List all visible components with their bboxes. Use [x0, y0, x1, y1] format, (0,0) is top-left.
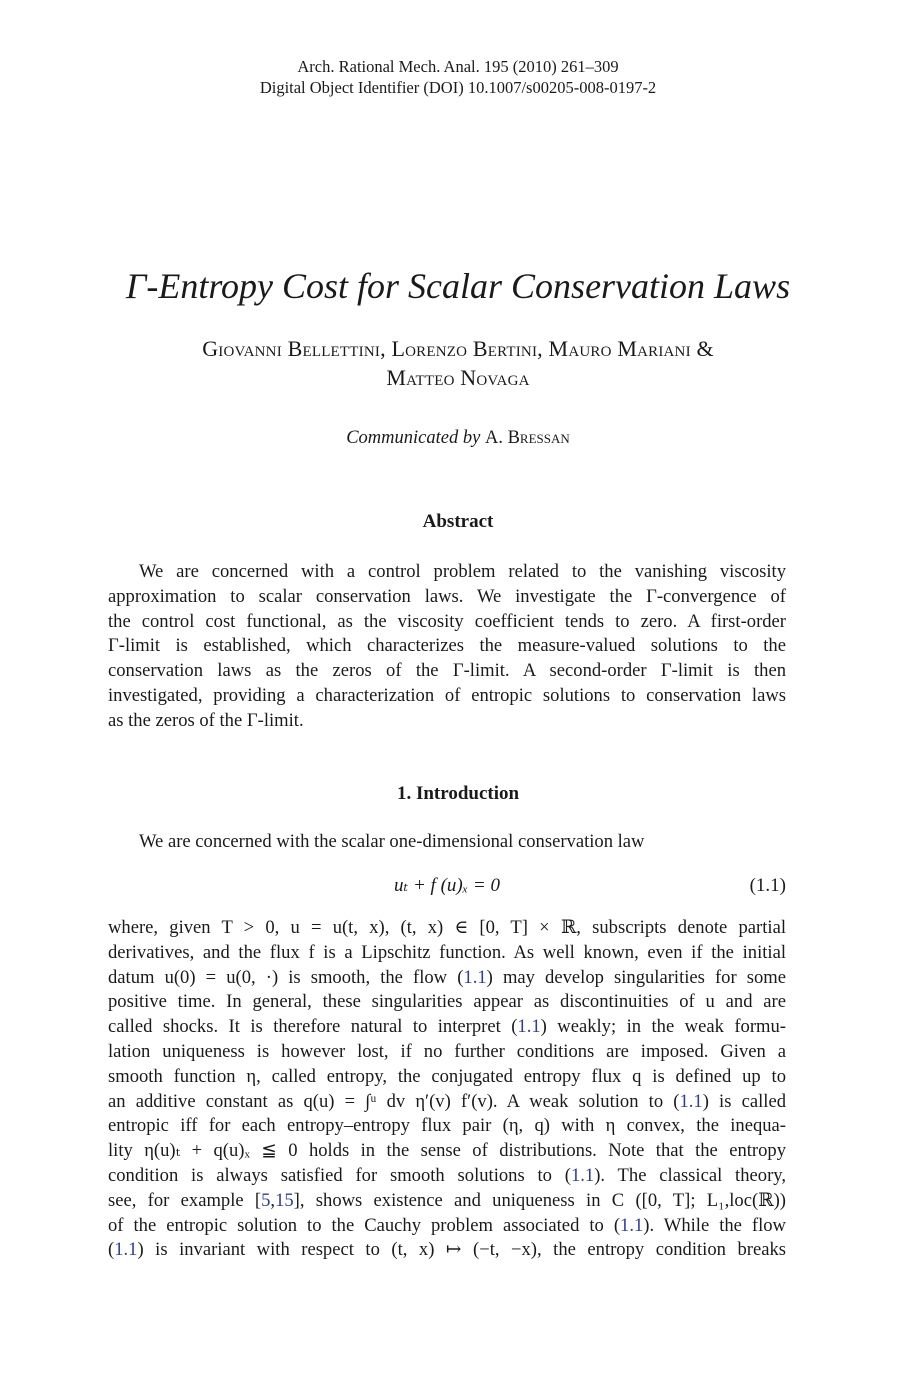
equation-number: (1.1)	[749, 875, 786, 896]
abstract-line: the control cost functional, as the viscosity coefficient tends to zero. A first-order	[108, 610, 786, 632]
intro-line: lation uniqueness is however lost, if no further conditions are imposed. Given a	[108, 1040, 786, 1062]
abstract-heading: Abstract	[422, 511, 494, 532]
author-list	[0, 334, 916, 392]
intro-line: an additive constant as q(u) = ∫ᵘ dv η′(v) f′(v). A weak solution to (1.1) is called	[108, 1090, 786, 1112]
intro-line: called shocks. It is therefore natural to interpret (1.1) weakly; in the weak formu-	[108, 1016, 786, 1038]
intro-line: lity η(u)ₜ + q(u)ₓ ≦ 0 holds in the sense of distributions. Note that the entropy	[108, 1140, 786, 1162]
communicated-by	[0, 426, 916, 450]
intro-lead-line: We are concerned with the scalar one-dimensional conservation law	[139, 831, 645, 852]
abstract-line: conservation laws as the zeros of the Γ-limit. A second-order Γ-limit is then	[108, 660, 786, 682]
intro-line: of the entropic solution to the Cauchy problem associated to (1.1). While the flow	[108, 1214, 786, 1236]
abstract-line: approximation to scalar conservation laws. We investigate the Γ-convergence of	[108, 585, 786, 607]
abstract-line: We are concerned with a control problem related to the vanishing viscosity	[139, 561, 786, 582]
intro-line: (1.1) is invariant with respect to (t, x) ↦ (−t, −x), the entropy condition breaks	[108, 1239, 786, 1261]
intro-line: positive time. In general, these singularities appear as discontinuities of u and are	[108, 991, 786, 1013]
journal-citation: Arch. Rational Mech. Anal. 195 (2010) 261–309	[297, 57, 619, 76]
abstract-line: Γ-limit is established, which characterizes the measure-valued solutions to the	[108, 635, 786, 657]
paper-title: Γ-Entropy Cost for Scalar Conservation Laws	[125, 266, 791, 306]
equation-body: uₜ + f (u)ₓ = 0	[394, 875, 500, 896]
doi-line: Digital Object Identifier (DOI) 10.1007/s00205-008-0197-2	[259, 78, 657, 97]
abstract-line: as the zeros of the Γ-limit.	[108, 709, 304, 731]
communicated-prefix: Communicated by	[346, 428, 481, 448]
communicator-name: A. Bressan	[484, 428, 570, 448]
author-line-2: Matteo Novaga	[386, 365, 530, 390]
abstract-line: investigated, providing a characterization of entropic solutions to conservation laws	[108, 684, 786, 706]
section-heading-introduction: 1. Introduction	[396, 783, 520, 804]
intro-line: derivatives, and the flux f is a Lipschitz function. As well known, even if the initial	[108, 941, 786, 963]
introduction-body	[108, 916, 786, 1263]
intro-line: where, given T > 0, u = u(t, x), (t, x) ∈ [0, T] × ℝ, subscripts denote partial	[108, 917, 786, 938]
intro-line: smooth function η, called entropy, the conjugated entropy flux q is defined up to	[108, 1065, 786, 1087]
abstract-body	[108, 560, 786, 734]
intro-line: see, for example [5,15], shows existence and uniqueness in C ([0, T]; L₁,loc(ℝ))	[108, 1189, 786, 1211]
introduction-lead	[108, 830, 786, 855]
intro-line: condition is always satisfied for smooth solutions to (1.1). The classical theory,	[108, 1164, 787, 1186]
author-line-1: Giovanni Bellettini, Lorenzo Bertini, Mauro Mariani &	[202, 336, 714, 361]
intro-line: datum u(0) = u(0, ·) is smooth, the flow (1.1) may develop singularities for some	[108, 966, 787, 988]
intro-line: entropic iff for each entropy–entropy flux pair (η, q) with η convex, the inequa-	[108, 1115, 786, 1137]
